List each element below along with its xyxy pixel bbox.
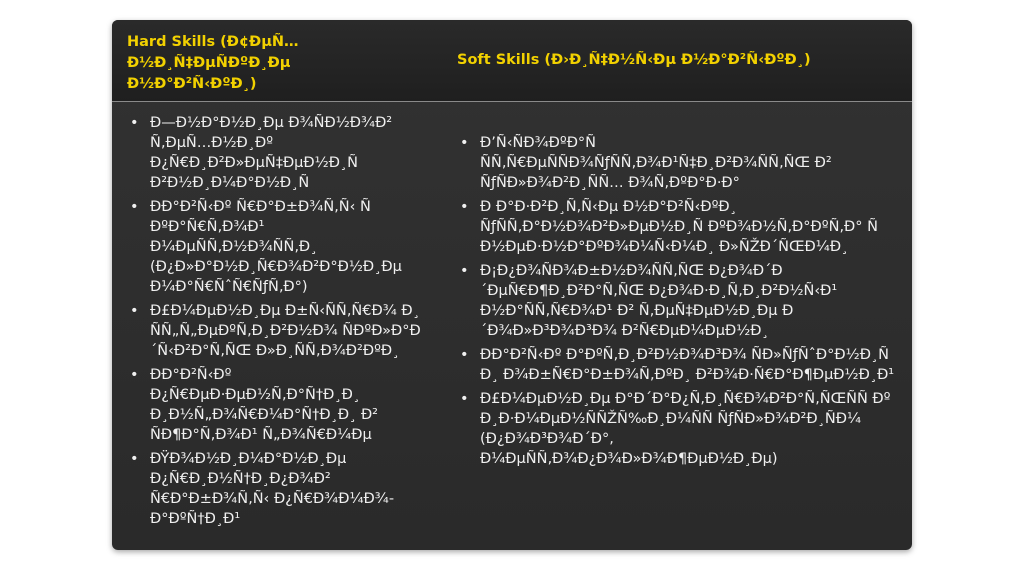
list-item: • Ð’Ñ‹ÑÐ¾ÐºÐ°Ñ ÑÑ‚Ñ€ÐµÑÑÐ¾ÑƒÑÑ‚Ð¾Ð¹Ñ‡Ð¸Ð²Ð¾ÑÑ‚ÑŒ Ð² ÑƒÑÐ»Ð¾Ð²Ð¸ÑÑ… Ð¾Ñ‚ÐºÐ°Ð·Ð° xyxy=(457,133,897,193)
skills-table xyxy=(112,20,912,550)
list-item: • Ð¡Ð¿Ð¾ÑÐ¾Ð±Ð½Ð¾ÑÑ‚ÑŒ Ð¿Ð¾Ð´Ð´ÐµÑ€Ð¶Ð¸Ð²Ð°Ñ‚ÑŒ Ð¿Ð¾Ð·Ð¸Ñ‚Ð¸Ð²Ð½Ñ‹Ð¹ Ð½Ð°ÑÑ‚Ñ€Ð¾Ð¹ Ð² Ñ‚ÐµÑ‡ÐµÐ½Ð¸Ðµ Ð´Ð¾Ð»Ð³Ð¾Ð³Ð¾ Ð²Ñ€ÐµÐ¼ÐµÐ½Ð¸ xyxy=(457,261,897,341)
list-item: • ÐÐ°Ð²Ñ‹Ðº Ð¿Ñ€ÐµÐ·ÐµÐ½Ñ‚Ð°Ñ†Ð¸Ð¸ Ð¸Ð½Ñ„Ð¾Ñ€Ð¼Ð°Ñ†Ð¸Ð¸ Ð² ÑÐ¶Ð°Ñ‚Ð¾Ð¹ Ñ„Ð¾Ñ€Ð¼Ðµ xyxy=(127,365,432,445)
list-item: • Ð£Ð¼ÐµÐ½Ð¸Ðµ Ð±Ñ‹ÑÑ‚Ñ€Ð¾ Ð¸ ÑÑ„Ñ„ÐµÐºÑ‚Ð¸Ð²Ð½Ð¾ ÑÐºÐ»Ð°Ð´Ñ‹Ð²Ð°Ñ‚ÑŒ Ð»Ð¸ÑÑ‚Ð¾Ð²ÐºÐ¸ xyxy=(127,301,432,361)
header-soft-skills: Soft Skills (Ð›Ð¸Ñ‡Ð½Ñ‹Ðµ Ð½Ð°Ð²Ñ‹ÐºÐ¸) xyxy=(457,52,811,68)
list-item: • Ð—Ð½Ð°Ð½Ð¸Ðµ Ð¾ÑÐ½Ð¾Ð² Ñ‚ÐµÑ…Ð½Ð¸Ðº Ð¿Ñ€Ð¸Ð²Ð»ÐµÑ‡ÐµÐ½Ð¸Ñ Ð²Ð½Ð¸Ð¼Ð°Ð½Ð¸Ñ xyxy=(127,113,432,193)
list-item: • Ð Ð°Ð·Ð²Ð¸Ñ‚Ñ‹Ðµ Ð½Ð°Ð²Ñ‹ÐºÐ¸ ÑƒÑÑ‚Ð°Ð½Ð¾Ð²Ð»ÐµÐ½Ð¸Ñ ÐºÐ¾Ð½Ñ‚Ð°ÐºÑ‚Ð° Ñ Ð½ÐµÐ·Ð½Ð°ÐºÐ¾Ð¼Ñ‹Ð¼Ð¸ Ð»ÑŽÐ´ÑŒÐ¼Ð¸ xyxy=(457,197,897,257)
soft-skills-list xyxy=(457,133,897,473)
list-item: • Ð£Ð¼ÐµÐ½Ð¸Ðµ Ð°Ð´Ð°Ð¿Ñ‚Ð¸Ñ€Ð¾Ð²Ð°Ñ‚ÑŒÑÑ Ðº Ð¸Ð·Ð¼ÐµÐ½ÑÑŽÑ‰Ð¸Ð¼ÑÑ ÑƒÑÐ»Ð¾Ð²Ð¸ÑÐ¼ (Ð¿Ð¾Ð³Ð¾Ð´Ð°, Ð¼ÐµÑÑ‚Ð¾Ð¿Ð¾Ð»Ð¾Ð¶ÐµÐ½Ð¸Ðµ) xyxy=(457,389,897,469)
table-header xyxy=(112,20,912,102)
list-item: • ÐÐ°Ð²Ñ‹Ðº Ð°ÐºÑ‚Ð¸Ð²Ð½Ð¾Ð³Ð¾ ÑÐ»ÑƒÑˆÐ°Ð½Ð¸Ñ Ð¸ Ð¾Ð±Ñ€Ð°Ð±Ð¾Ñ‚ÐºÐ¸ Ð²Ð¾Ð·Ñ€Ð°Ð¶ÐµÐ½Ð¸Ð¹ xyxy=(457,345,897,385)
hard-skills-list xyxy=(127,113,432,533)
list-item: • ÐÐ°Ð²Ñ‹Ðº Ñ€Ð°Ð±Ð¾Ñ‚Ñ‹ Ñ ÐºÐ°Ñ€Ñ‚Ð¾Ð¹ Ð¼ÐµÑÑ‚Ð½Ð¾ÑÑ‚Ð¸ (Ð¿Ð»Ð°Ð½Ð¸Ñ€Ð¾Ð²Ð°Ð½Ð¸Ðµ Ð¼Ð°Ñ€ÑˆÑ€ÑƒÑ‚Ð°) xyxy=(127,197,432,297)
list-item: • ÐŸÐ¾Ð½Ð¸Ð¼Ð°Ð½Ð¸Ðµ Ð¿Ñ€Ð¸Ð½Ñ†Ð¸Ð¿Ð¾Ð² Ñ€Ð°Ð±Ð¾Ñ‚Ñ‹ Ð¿Ñ€Ð¾Ð¼Ð¾-Ð°ÐºÑ†Ð¸Ð¹ xyxy=(127,449,432,529)
header-hard-skills: Hard Skills (Ð¢ÐµÑ… Ð½Ð¸Ñ‡ÐµÑÐºÐ¸Ðµ Ð½Ð°Ð²Ñ‹ÐºÐ¸) xyxy=(127,34,299,92)
